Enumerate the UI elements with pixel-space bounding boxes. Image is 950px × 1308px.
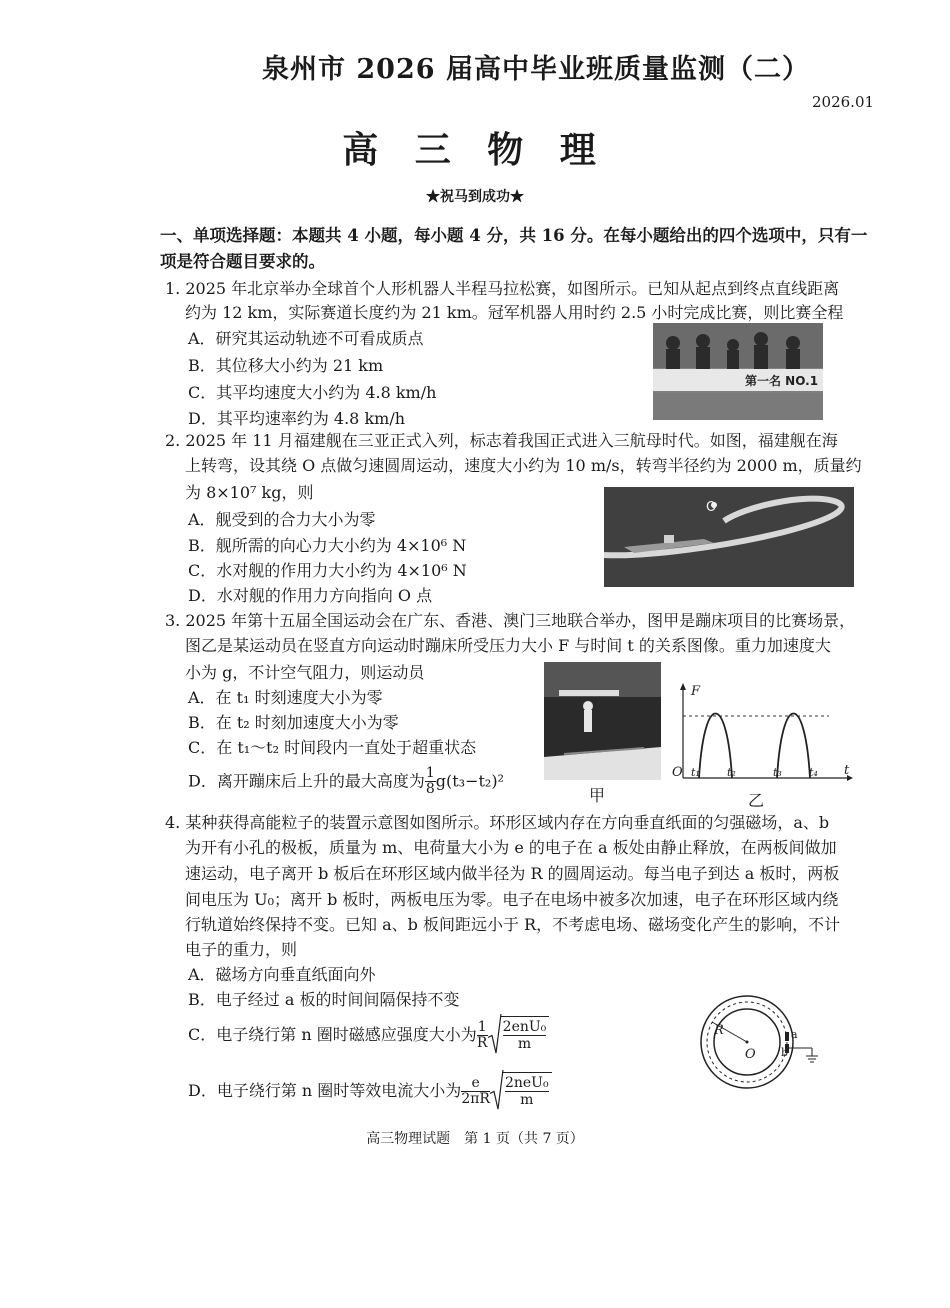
q1-option-b: B．其位移大小约为 21 km <box>188 356 384 375</box>
plate-b-label: b <box>781 1046 789 1059</box>
fraction-numerator: 1 <box>477 1018 487 1035</box>
sqrt-denominator: m <box>520 1092 534 1109</box>
q3-line-2: 图乙是某运动员在竖直方向运动时蹦床所受压力大小 F 与时间 t 的关系图像。重力加速度大 <box>185 636 831 655</box>
q1-option-a: A．研究其运动轨迹不可看成质点 <box>188 329 424 348</box>
y-axis-arrow <box>680 683 686 690</box>
q3-option-d-fraction <box>425 766 436 798</box>
exam-date: 2026.01 <box>812 93 875 111</box>
q3-option-d-text: D．离开蹦床后上升的最大高度为 <box>188 771 425 791</box>
q4-option-d <box>188 1072 552 1111</box>
plate-a-label: a <box>791 1028 798 1041</box>
q3-option-d <box>188 766 504 798</box>
section-heading: 一、单项选择题：本题共 4 小题，每小题 4 分，共 16 分。在每小题给出的四个选项中，只有一项是符合题目要求的。 <box>160 226 868 271</box>
fig-label-jia: 甲 <box>589 786 606 805</box>
fraction-numerator: 1 <box>425 765 435 781</box>
subject-title: 高 三 物 理 <box>342 129 608 171</box>
motto: ★祝马到成功★ <box>426 189 524 205</box>
q2-line-1: 2. 2025 年 11 月福建舰在三亚正式入列，标志着我国正式进入三航母时代。如图，福建舰在海 <box>165 431 838 450</box>
q2-line-2: 上转弯，设其绕 O 点做匀速圆周运动，速度大小约为 10 m/s，转弯半径约为 2000 m，质量约 <box>185 456 862 475</box>
q4-option-b: B．电子经过 a 板的时间间隔保持不变 <box>188 990 460 1009</box>
carrier-photo <box>604 487 854 587</box>
fraction-denominator: 2πR <box>461 1091 490 1108</box>
q4-line-1: 4. 某种获得高能粒子的装置示意图如图所示。环形区域内存在方向垂直纸面的匀强磁场，a、b <box>165 813 830 832</box>
tick-t1: t₁ <box>691 766 700 779</box>
banner-text: 第一名 NO.1 <box>745 374 819 388</box>
q4-option-d-sqrt <box>490 1072 552 1111</box>
q3-option-b: B．在 t₂ 时刻加速度大小为零 <box>188 713 399 732</box>
fraction-numerator: e <box>461 1076 490 1092</box>
tick-t2: t₂ <box>727 766 736 779</box>
q4-line-3: 速运动，电子离开 b 板后在环形区域内做半径为 R 的圆周运动。每当电子到达 a 板时，两板 <box>185 864 840 883</box>
sqrt-denominator: m <box>517 1036 532 1053</box>
q4-option-c-fraction <box>477 1020 488 1052</box>
force-time-graph <box>669 682 854 791</box>
q4-line-4: 间电压为 U₀；离开 b 板时，两板电压为零。电子在电场中被多次加速，电子在环形区域内绕 <box>185 890 839 909</box>
q4-option-a: A．磁场方向垂直纸面向外 <box>188 965 376 984</box>
page-footer: 高三物理试题 第 1 页（共 7 页） <box>366 1131 584 1147</box>
ring-diagram <box>692 994 827 1098</box>
q4-option-c-sqrt <box>488 1016 550 1055</box>
q3-option-a: A．在 t₁ 时刻速度大小为零 <box>188 688 383 707</box>
q2-line-3: 为 8×10⁷ kg，则 <box>185 483 314 502</box>
q2-option-a: A．舰受到的合力大小为零 <box>188 510 376 529</box>
fraction-denominator: R <box>476 1035 488 1052</box>
q4-option-c <box>188 1016 549 1055</box>
x-axis-label: t <box>844 763 850 778</box>
tick-t4: t₄ <box>809 766 818 779</box>
q2-option-c: C．水对舰的作用力大小约为 4×10⁶ N <box>188 561 467 580</box>
center-label: O <box>745 1047 756 1062</box>
radius-label: R <box>714 1023 724 1038</box>
q3-line-3: 小为 g，不计空气阻力，则运动员 <box>185 663 425 682</box>
q2-option-b: B．舰所需的向心力大小约为 4×10⁶ N <box>188 536 467 555</box>
q1-option-c: C．其平均速度大小约为 4.8 km/h <box>188 383 437 402</box>
q1-option-d: D．其平均速率约为 4.8 km/h <box>188 409 406 428</box>
q1-line-2: 约为 12 km，实际赛道长度约为 21 km。冠军机器人用时约 2.5 小时完成比赛，则比赛全程 <box>185 303 844 322</box>
q2-option-d: D．水对舰的作用力方向指向 O 点 <box>188 586 433 605</box>
origin-label: O <box>672 765 683 780</box>
fig-label-yi: 乙 <box>748 791 765 810</box>
q4-line-2: 为开有小孔的极板，质量为 m、电荷量大小为 e 的电子在 a 板处由静止释放，在两板间做加 <box>185 838 837 857</box>
y-axis-label: F <box>691 684 701 699</box>
sqrt-numerator: 2enU₀ <box>502 1019 547 1035</box>
q1-line-1: 1. 2025 年北京举办全球首个人形机器人半程马拉松赛，如图所示。已知从起点到终点直线距离 <box>165 279 840 298</box>
plate-a <box>785 1032 789 1041</box>
trampoline-photo <box>544 662 661 780</box>
q4-line-6: 电子的重力，则 <box>185 940 298 959</box>
force-pulse-2 <box>777 714 810 779</box>
q4-option-d-fraction <box>461 1076 490 1108</box>
center-point <box>746 1041 749 1044</box>
marathon-photo <box>653 323 823 420</box>
fraction-denominator: 8 <box>425 781 435 798</box>
sqrt-numerator: 2neU₀ <box>504 1075 549 1091</box>
exam-title: 泉州市 2026 届高中毕业班质量监测（二） <box>262 54 810 85</box>
q4-option-d-text: D．电子绕行第 n 圈时等效电流大小为 <box>188 1081 462 1101</box>
tick-t3: t₃ <box>773 766 782 779</box>
q4-option-c-text: C．电子绕行第 n 圈时磁感应强度大小为 <box>188 1025 477 1045</box>
q3-option-d-expr: g(t₃−t₂)² <box>435 771 504 791</box>
q3-line-1: 3. 2025 年第十五届全国运动会在广东、香港、澳门三地联合举办，图甲是蹦床项目的比赛场景， <box>165 611 856 630</box>
q4-line-5: 行轨道始终保持不变。已知 a、b 板间距远小于 R，不考虑电场、磁场变化产生的影响，不计 <box>185 915 841 934</box>
center-label-o: O <box>706 500 717 515</box>
q3-option-c: C．在 t₁～t₂ 时间段内一直处于超重状态 <box>188 738 477 757</box>
